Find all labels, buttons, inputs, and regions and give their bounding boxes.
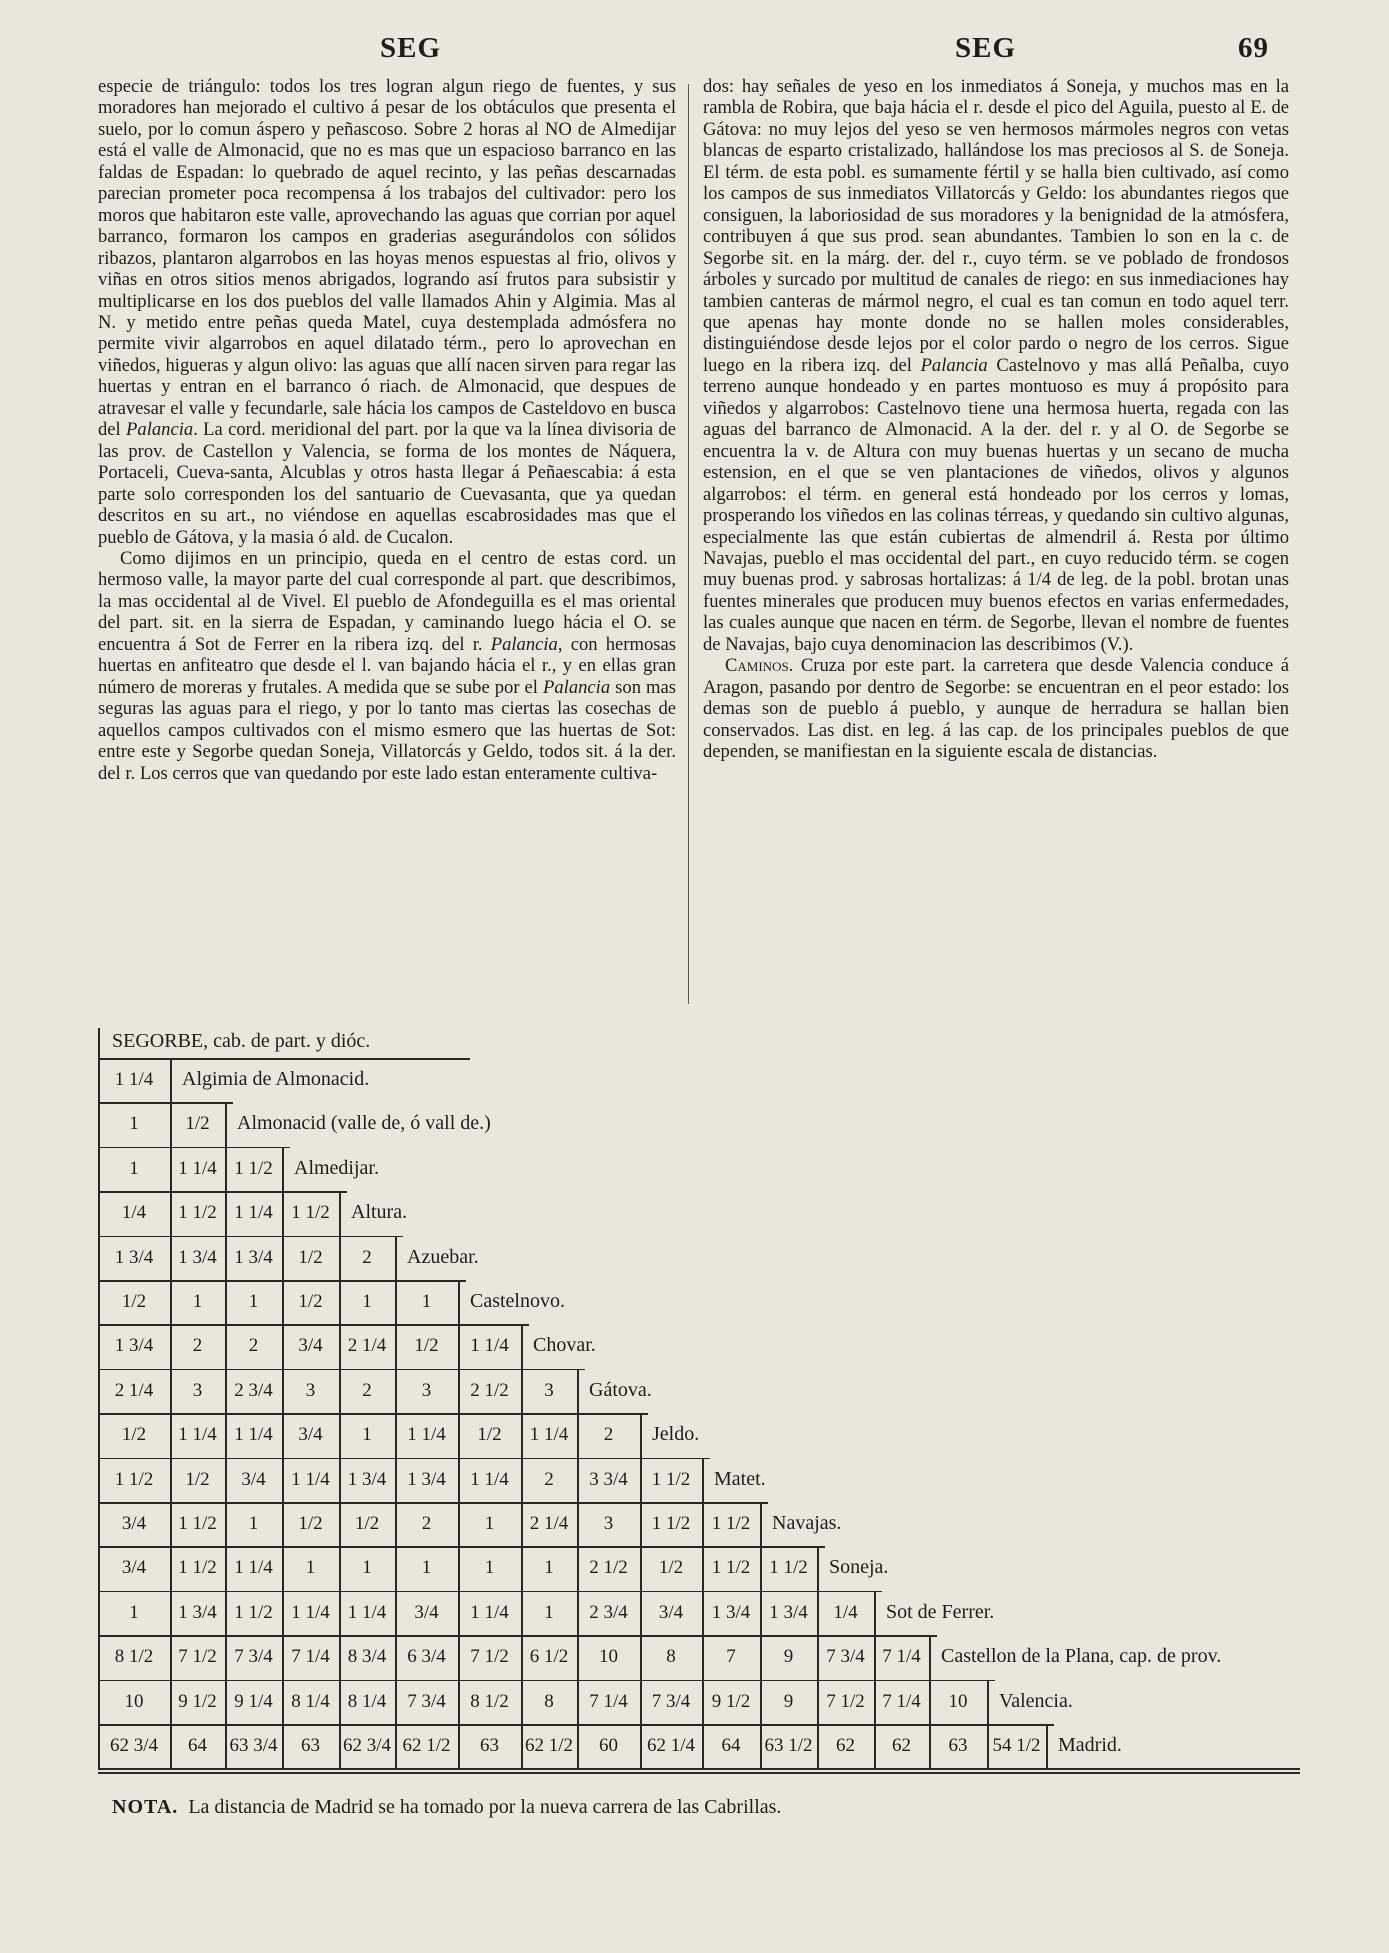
distance-cell: 1/2 [185, 1468, 210, 1490]
distance-cell: 1 1/2 [651, 1468, 691, 1490]
table-row-rule [98, 1147, 290, 1149]
distance-cell: 1/2 [298, 1291, 323, 1312]
distance-cell: 1 [248, 1291, 259, 1312]
table-row-rule [98, 1324, 529, 1326]
table-row-rule [98, 1680, 995, 1682]
table-row-label: Soneja. [829, 1556, 889, 1579]
distance-cell: 6 3/4 [407, 1646, 446, 1668]
table-row-label: Gátova. [589, 1378, 652, 1401]
distance-cell: 62 1/4 [646, 1735, 696, 1756]
distance-cell: 2 1/4 [114, 1379, 154, 1401]
distance-cell: 3 [603, 1513, 614, 1534]
left-paragraph-2: Como dijimos en un principio, queda en el centro de estas cord. un hermoso valle, la mayor parte del cual corresponde al part. que describimos, la mas occidental al de Vivel. El pueblo de Afondeguilla es el mas oriental del part. sit. en la sierra de Espadan, y caminando luego hácia el O. se encuentra á Sot de Ferrer en la ribera izq. del r. Palancia, con hermosas huertas en anfiteatro que desde el l. van bajando hácia el r., y en ellas gran número de moreras y frutales. A medida que se sube por el Palancia son mas seguras las aguas para el riego, y por lo tanto mas ciertas las cosechas de aquellos campos cultivados con el mismo esmero que las huertas de Sot: entre este y Segorbe quedan Soneja, Villatorcás y Geldo, todos sit. á la der. del r. Los cerros que van quedando por este lado estan enteramente cultiva- [98, 547, 676, 784]
distance-cell: 2 1/4 [529, 1513, 569, 1534]
distance-cell: 7 3/4 [407, 1690, 446, 1712]
distance-cell: 62 [836, 1735, 855, 1756]
distance-cell: 1 [484, 1513, 495, 1534]
table-row-label: Madrid. [1058, 1734, 1122, 1756]
table-bottom-rule [98, 1772, 1300, 1774]
distance-cell: 1 [362, 1424, 372, 1446]
table-row-rule [98, 1413, 648, 1415]
caminos-label: Caminos. [725, 655, 794, 677]
footnote [112, 1796, 781, 1819]
distance-cell: 62 3/4 [109, 1735, 159, 1756]
distance-cell: 7 1/2 [470, 1646, 509, 1668]
page-number: 69 [1238, 32, 1269, 64]
distance-cell: 1 3/4 [178, 1601, 217, 1623]
distance-cell: 8 [544, 1690, 554, 1712]
table-row-label: Matet. [714, 1467, 766, 1490]
distance-cell: 1 1/2 [651, 1513, 691, 1534]
distance-cell: 7 3/4 [826, 1646, 865, 1668]
distance-cell: 7 [726, 1646, 736, 1668]
caminos-text: Cruza por este part. la carretera que desde Valencia conduce á Aragon, pasando por dentro de Segorbe: se encuentran en el peor estado: los demas son de pueblo á pueblo, y aunque de herradura se hallan bien conservados. Las dist. en leg. á las cap. de los principales pueblos de que dependen, se manifiestan en la siguiente escala de distancias. [703, 655, 1290, 763]
right-paragraph-1: dos: hay señales de yeso en los inmediatos á Soneja, y muchos mas en la rambla de Robira, que baja hácia el r. desde el pico del Aguila, puesto al E. de Gátova: no muy lejos del yeso se ven hermosos mármoles negros con vetas blancas de esparto cristalizado, hallándose los mas preciosos al S. de Soneja. El térm. de esta pobl. es sumamente fértil y se halla bien cultivado, así como los campos de sus inmediatos Villatorcás y Geldo: los abundantes riegos que consiguen, la laboriosidad de sus moradores y la benignidad de la atmósfera, contribuyen á que sus prod. sean abundantes. Tambien lo son en la c. de Segorbe sit. en la márg. der. del r., cuyo térm. se ve poblado de frondosos árboles y surcado por multitud de canales de riego: en sus inmediaciones hay tambien canteras de mármol negro, el cual es tan comun en todo aquel terr. que apenas hay monte donde no se hallen moles considerables, distinguiéndose desde lejos por el color pardo o negro de los cerros. Sigue luego en la ribera izq. del Palancia Castelnovo y mas allá Peñalba, cuyo terreno aunque hondeado y en partes montuoso es muy á propósito para viñedos y algarrobos: Castelnovo tiene una hermosa huerta, regada con las aguas del barranco de Almonacid. A la der. del r. y al O. de Segorbe se encuentra la v. de Altura con muy buenas huertas y un secano de mucha estension, en el que se ven plantaciones de viñedos, olivos y algunos algarrobos: el térm. en general está hondeado por los cerros y lomas, prosperando los viñedos en las colinas térreas, y quedando sin cultivo algunas, especialmente las que están cubiertas de almendril á. Resta por último Navajas, pueblo el mas occidental del part., en cuyo reducido térm. se cogen muy buenas prod. y sabrosas hortalizas: á 1/4 de leg. de la pobl. brotan unas fuentes minerales que producen muy buenos efectos en varias enfermedades, las cuales aunque que nacen en térm. de Segorbe, llevan el nombre de fuentes de Navajas, bajo cuya denominacion las describimos (V.). [703, 76, 1289, 655]
distance-cell: 62 [892, 1735, 911, 1756]
distance-cell: 10 [599, 1646, 618, 1668]
table-row-rule [98, 1591, 882, 1593]
table-row-label: Navajas. [772, 1512, 842, 1534]
table-row-rule [98, 1102, 233, 1104]
distance-cell: 2 [362, 1246, 372, 1268]
table-row-label: Algimia de Almonacid. [182, 1068, 370, 1090]
distance-cell: 7 3/4 [651, 1690, 691, 1712]
distance-cell: 6 1/2 [529, 1646, 569, 1668]
distance-cell: 1 1/4 [407, 1424, 446, 1446]
distance-cell: 64 [721, 1735, 741, 1756]
table-row-label: Castellon de la Plana, cap. de prov. [941, 1645, 1222, 1668]
distance-cell: 3/4 [658, 1601, 684, 1623]
distance-cell: 63 [480, 1735, 499, 1756]
distance-cell: 7 1/2 [178, 1646, 217, 1668]
distance-cell: 1 [544, 1601, 554, 1623]
distance-cell: 64 [188, 1735, 207, 1756]
footnote-label: NOTA. [112, 1796, 179, 1818]
distance-cell: 1 1/2 [291, 1202, 330, 1224]
distance-cell: 1 [129, 1601, 139, 1623]
distance-cell: 1 1/4 [234, 1424, 273, 1446]
distance-cell: 7 3/4 [234, 1646, 273, 1668]
distance-cell: 1 1/2 [711, 1513, 751, 1534]
distance-cell: 1 [362, 1557, 372, 1579]
distance-cell: 62 1/2 [524, 1735, 574, 1756]
distance-cell: 2 3/4 [234, 1379, 273, 1401]
distance-cell: 3/4 [121, 1513, 147, 1534]
distance-cell: 63 [948, 1735, 968, 1756]
left-paragraph-1: especie de triángulo: todos los tres logran algun riego de fuentes, y sus moradores han mejorado el cultivo á pesar de los obtáculos que presenta el suelo, por lo comun áspero y peñascoso. Sobre 2 horas al NO de Almedijar está el valle de Almonacid, que no es mas que un espacioso barranco en las faldas de Espadan: lo quebrado de aquel recinto, y las peñas descarnadas parecian prometer poca recompensa á los trabajos del cultivador: pero los moros que habitaron este valle, aprovechando las aguas que corrian por aquel barranco, formaron los campos en graderias asegurándolos con sólidos ribazos, plantaron algarrobos en las hoyas menos espuestas al frio, olivos y viñas en otros sitios menos abrigados, logrando así frutos para subsistir y multiplicarse en los dos pueblos del valle llamados Ahin y Algimia. Mas al N. y metido entre peñas queda Matel, cuya destemplada admósfera no permite vivir algarrobos en aquel dilatado térm., pero lo aprovechan en viñedos, higueras y algun olivo: las aguas que allí nacen sirven para regar las huertas y entran en el barranco ó riach. de Almonacid, que despues de atravesar el valle y fecundarle, sale hácia los campos de Casteldovo en busca del Palancia. La cord. meridional del part. por la que va la línea divisoria de las prov. de Castellon y Valencia, se forma de los montes de Náquera, Portaceli, Cueva-santa, Alcublas y otros hasta llegar á Peñaescabia: á esta parte solo corresponden los del santuario de Cuevasanta, que ya quedan descritos en su art., no viéndose en aquellas escabrosidades mas que el pueblo de Gátova, y la masia ó ald. de Cucalon. [98, 76, 676, 548]
distance-cell: 3/4 [298, 1335, 323, 1357]
distance-cell: 63 [301, 1735, 320, 1756]
distance-cell: 1/2 [298, 1513, 323, 1534]
distance-cell: 2 3/4 [589, 1601, 628, 1623]
distance-cell: 7 1/4 [589, 1690, 628, 1712]
distance-cell: 3 [421, 1379, 432, 1401]
footnote-text: La distancia de Madrid se ha tomado por la nueva carrera de las Cabrillas. [188, 1796, 782, 1818]
distance-cell: 1/2 [185, 1113, 210, 1135]
distance-cell: 2 [248, 1335, 259, 1357]
distance-cell: 8 3/4 [347, 1646, 387, 1668]
running-head-right: SEG [955, 32, 1017, 64]
table-row-label: Almedijar. [294, 1156, 379, 1179]
distance-cell: 1 [421, 1557, 432, 1579]
distance-cell: 1/2 [477, 1424, 502, 1446]
distance-cell: 2 [421, 1513, 432, 1534]
distance-cell: 1 [484, 1557, 495, 1579]
table-row-rule [98, 1191, 347, 1193]
table-row-label: Azuebar. [407, 1245, 479, 1268]
distance-cell: 1 3/4 [769, 1601, 808, 1623]
table-row-label: Jeldo. [652, 1423, 700, 1446]
table-row-rule [98, 1369, 585, 1371]
table-row-label: Sot de Ferrer. [886, 1600, 995, 1623]
distance-cell: 1 3/4 [347, 1468, 387, 1490]
table-row-rule [98, 1768, 1300, 1770]
distance-cell: 3/4 [121, 1557, 147, 1579]
distance-cell: 1 1/4 [291, 1468, 330, 1490]
distance-cell: 1 3/4 [711, 1601, 751, 1623]
distance-cell: 1 1/4 [234, 1202, 273, 1224]
distance-cell: 1 3/4 [114, 1246, 154, 1268]
table-row-label: Altura. [351, 1201, 408, 1224]
distance-cell: 3 [305, 1379, 316, 1401]
distance-cell: 1/2 [658, 1557, 684, 1579]
distance-cell: 1 [305, 1557, 316, 1579]
distance-cell: 1 [421, 1291, 432, 1312]
distance-cell: 3 [192, 1379, 203, 1401]
table-row-rule [98, 1546, 825, 1548]
distance-cell: 1 1/4 [470, 1335, 509, 1357]
distance-cell: 1 1/2 [178, 1513, 217, 1534]
distance-cell: 1 1/2 [711, 1557, 751, 1579]
table-row-rule [98, 1502, 768, 1504]
distance-cell: 62 3/4 [342, 1735, 392, 1756]
distance-cell: 1/2 [354, 1513, 380, 1534]
table-row-rule [98, 1724, 1054, 1726]
distance-cell: 2 [362, 1379, 372, 1401]
distance-cell: 3/4 [241, 1468, 266, 1490]
distance-cell: 1 1/4 [347, 1601, 387, 1623]
distance-cell: 1 1/2 [769, 1557, 808, 1579]
distance-cell: 54 1/2 [992, 1735, 1041, 1756]
distance-cell: 1 1/2 [178, 1202, 217, 1224]
distance-cell: 9 1/2 [178, 1690, 217, 1712]
distance-cell: 63 3/4 [229, 1735, 278, 1756]
distance-cell: 2 [603, 1424, 614, 1446]
table-row-label: Almonacid (valle de, ó vall de.) [237, 1112, 491, 1135]
table-row-rule [98, 1635, 937, 1637]
distance-cell: 9 1/2 [711, 1690, 751, 1712]
distance-cell: 9 1/4 [234, 1690, 273, 1712]
table-row-label: Valencia. [999, 1689, 1073, 1712]
distance-cell: 2 [544, 1468, 554, 1490]
distance-cell: 1 3/4 [178, 1246, 217, 1268]
distance-cell: 8 1/2 [114, 1646, 154, 1668]
distance-cell: 8 [666, 1646, 676, 1668]
distance-cell: 1 [192, 1291, 203, 1312]
distance-cell: 63 1/2 [764, 1735, 813, 1756]
distance-cell: 1/2 [414, 1335, 439, 1357]
distance-cell: 1 1/2 [178, 1557, 217, 1579]
distance-cell: 60 [599, 1735, 618, 1756]
distance-cell: 1 1/4 [470, 1601, 509, 1623]
distance-cell: 1 1/4 [291, 1601, 330, 1623]
distance-cell: 1 1/2 [234, 1601, 273, 1623]
distance-cell: 9 [783, 1690, 794, 1712]
distance-cell: 7 1/4 [882, 1646, 921, 1668]
distance-cell: 1 1/2 [234, 1157, 273, 1179]
distance-cell: 7 1/4 [291, 1646, 330, 1668]
distance-cell: 2 1/4 [347, 1335, 387, 1357]
distance-cell: 10 [124, 1690, 144, 1712]
distance-cell: 8 1/4 [347, 1690, 387, 1712]
table-column-rule [1046, 1724, 1048, 1768]
table-row-label: Chovar. [533, 1334, 596, 1357]
table-row-rule [98, 1458, 710, 1460]
table-row-rule [98, 1280, 466, 1282]
running-head-left: SEG [380, 32, 442, 64]
distance-cell: 2 [192, 1335, 203, 1357]
distance-cell: 1 3/4 [114, 1335, 154, 1357]
distance-cell: 1 3/4 [407, 1468, 446, 1490]
distance-cell: 1/2 [298, 1246, 323, 1268]
distance-cell: 1/4 [833, 1601, 858, 1623]
distance-cell: 8 1/2 [470, 1690, 509, 1712]
distance-cell: 1 [129, 1157, 139, 1179]
distance-cell: 3/4 [414, 1601, 439, 1623]
distance-table-title: SEGORBE, cab. de part. y dióc. [112, 1030, 371, 1052]
distance-cell: 10 [948, 1690, 968, 1712]
table-row-label: Castelnovo. [470, 1290, 565, 1312]
distance-cell: 2 1/2 [589, 1557, 628, 1579]
distance-cell: 1/2 [121, 1291, 147, 1312]
distance-cell: 1 1/4 [114, 1069, 154, 1090]
table-top-rule [98, 1058, 470, 1060]
distance-cell: 1 [129, 1113, 139, 1135]
distance-cell: 7 1/2 [826, 1690, 865, 1712]
distance-cell: 1/2 [121, 1424, 147, 1446]
distance-cell: 8 1/4 [291, 1690, 330, 1712]
distance-cell: 3 [544, 1379, 554, 1401]
distance-cell: 1 1/2 [114, 1468, 154, 1490]
distance-cell: 1 1/4 [529, 1424, 569, 1446]
distance-cell: 1 [544, 1557, 554, 1579]
distance-cell: 1 1/4 [178, 1424, 217, 1446]
distance-cell: 1 [248, 1513, 259, 1534]
distance-cell: 2 1/2 [470, 1379, 509, 1401]
distance-cell: 3/4 [298, 1424, 323, 1446]
distance-cell: 1 1/4 [470, 1468, 509, 1490]
table-row-rule [98, 1236, 403, 1238]
distance-cell: 1/4 [121, 1202, 147, 1224]
distance-cell: 62 1/2 [402, 1735, 451, 1756]
distance-cell: 7 1/4 [882, 1690, 921, 1712]
distance-cell: 1 1/4 [178, 1157, 217, 1179]
distance-cell: 3 3/4 [589, 1468, 628, 1490]
distance-cell: 1 1/4 [234, 1557, 273, 1579]
distance-cell: 1 [362, 1291, 372, 1312]
distance-cell: 1 3/4 [234, 1246, 273, 1268]
distance-cell: 9 [783, 1646, 794, 1668]
